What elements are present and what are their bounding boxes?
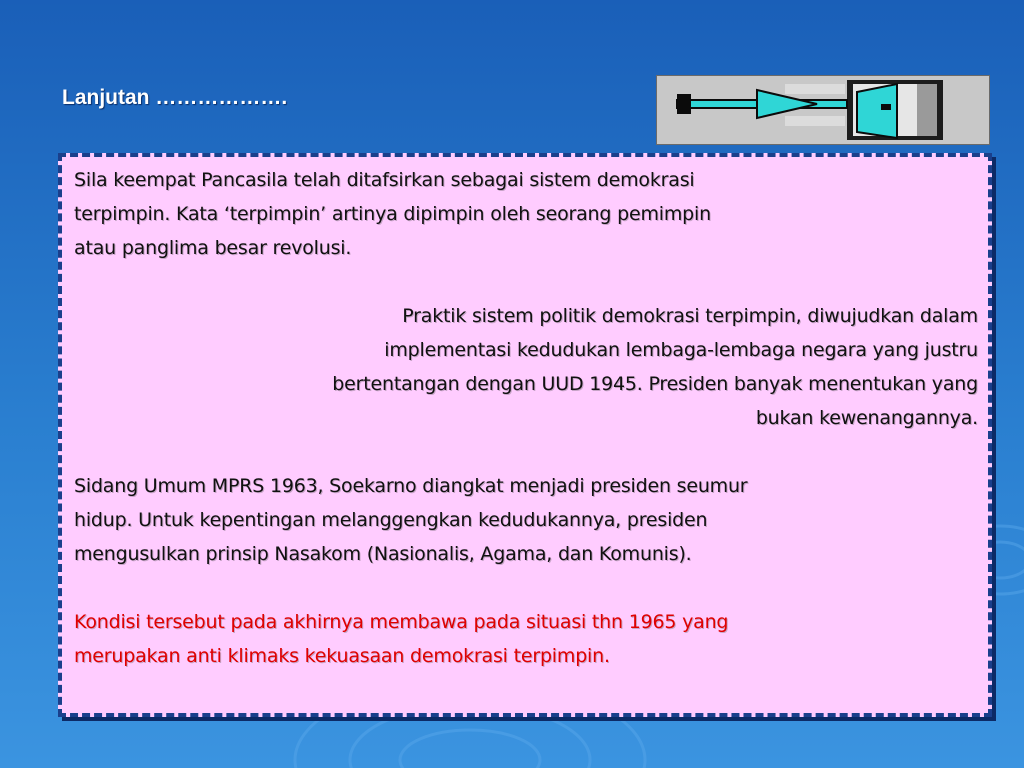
text-line: merupakan anti klimaks kekuasaan demokrasi terpimpin. <box>74 645 610 667</box>
text-line: mengusulkan prinsip Nasakom (Nasionalis, Agama, dan Komunis). <box>74 543 692 565</box>
text-line: Sila keempat Pancasila telah ditafsirkan sebagai sistem demokrasi <box>74 169 695 191</box>
text-line: bukan kewenangannya. <box>755 407 978 429</box>
paragraph-4-highlight <box>74 605 728 673</box>
text-line: terpimpin. Kata ‘terpimpin’ artinya dipimpin oleh seorang pemimpin <box>74 203 711 225</box>
content-box <box>58 153 992 717</box>
text-line: hidup. Untuk kepentingan melanggengkan kedudukannya, presiden <box>74 509 708 531</box>
text-line: atau panglima besar revolusi. <box>74 237 352 259</box>
arrow-into-door-icon <box>656 75 990 145</box>
text-line: bertentangan dengan UUD 1945. Presiden banyak menentukan yang <box>332 373 978 395</box>
paragraph-3 <box>74 469 747 571</box>
text-line: Sidang Umum MPRS 1963, Soekarno diangkat menjadi presiden seumur <box>74 475 748 497</box>
text-line: Praktik sistem politik demokrasi terpimpin, diwujudkan dalam <box>402 305 978 327</box>
paragraph-1 <box>74 163 711 265</box>
paragraph-2 <box>332 299 978 435</box>
arrow-into-door-graphic <box>657 76 989 144</box>
text-line: implementasi kedudukan lembaga-lembaga negara yang justru <box>384 339 978 361</box>
text-line: Kondisi tersebut pada akhirnya membawa pada situasi thn 1965 yang <box>74 611 729 633</box>
slide-title: Lanjutan ………………. <box>62 86 288 109</box>
